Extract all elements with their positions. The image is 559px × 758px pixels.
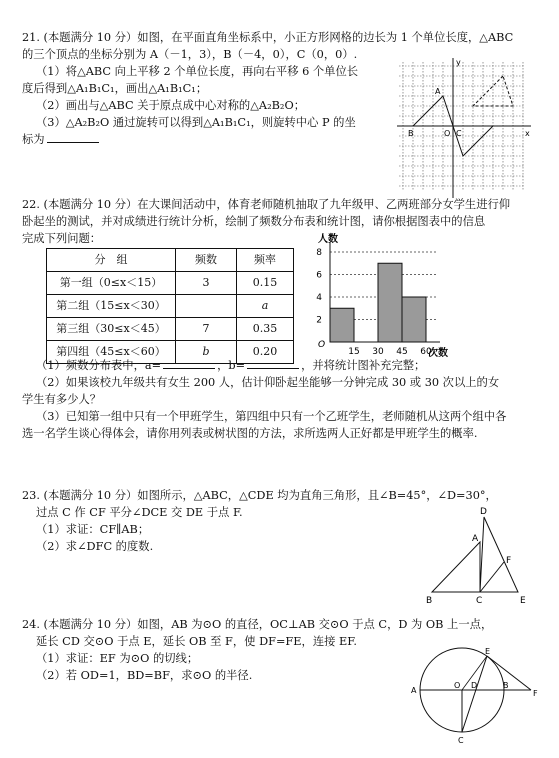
histogram-chart [308, 232, 458, 357]
hist-y-tick-label: 8 [316, 248, 322, 258]
q22-part-1-text-b: ，b= [217, 359, 246, 372]
table-header-row [47, 249, 294, 272]
q24-label-o: O [454, 681, 461, 690]
q23-segment-cf [480, 562, 504, 592]
table-cell: 第四组（45≤x＜60） [47, 341, 176, 364]
q22-line-3: 完成下列问题： [22, 231, 102, 245]
hist-x-tick-label: 45 [396, 347, 408, 357]
q22-line-1: 22. (本题满分 10 分）在大课间活动中，体育老师随机抽取了九年级甲、乙两班部分女学生进行仰 [22, 198, 511, 211]
q22-part-3: （3）已知第一组中只有一个甲班学生，第四组中只有一个乙班学生，老师随机从这两个组中各 [36, 409, 507, 423]
q21-answer-prompt: 标为 [22, 132, 45, 146]
q22-blank-b[interactable] [247, 367, 299, 369]
table-row [47, 295, 294, 318]
q24-line-3: （1）求证：EF 为⊙O 的切线； [36, 651, 199, 665]
q23-figure [420, 505, 535, 605]
q21-grid-figure [395, 56, 535, 198]
table-header: 分 组 [47, 249, 176, 272]
q22-line-2: 卧起坐的测试，并对成绩进行统计分析，绘制了频数分布表和统计图，请你根据图表中的信息 [22, 214, 486, 228]
q21-answer-blank[interactable] [47, 141, 99, 143]
q24-label-b: B [503, 681, 509, 690]
table-row [47, 272, 294, 295]
q24-line-4: （2）若 OD=1，BD=BF，求⊙O 的半径. [36, 668, 253, 682]
q21-label-x: x [525, 129, 530, 138]
hist-x-tick-label: 60 [420, 347, 432, 357]
hist-y-tick-label: 6 [316, 270, 322, 281]
hist-x-tick-label: 15 [348, 347, 360, 357]
table-cell: 第三组（30≤x＜45） [47, 318, 176, 341]
q23-triangle-abc [432, 542, 480, 592]
table-cell: 0.35 [237, 318, 294, 341]
q21-label-b: B [408, 129, 414, 138]
table-row [47, 318, 294, 341]
q23-label-a: A [472, 534, 479, 544]
q23-label-f: F [506, 556, 512, 566]
q22-part-3-cont: 选一名学生谈心得体会，请你用列表或树状图的方法，求所选两人正好都是甲班学生的概率. [22, 426, 478, 440]
table-cell: 第二组（15≤x＜30） [47, 295, 176, 318]
q23-label-b: B [426, 596, 433, 606]
q21-line-4: 度后得到△A₁B₁C₁，画出△A₁B₁C₁； [22, 81, 208, 95]
q23-line-3: （1）求证：CF∥AB； [36, 522, 150, 536]
q24-segment-ce [462, 656, 487, 732]
q21-line-2: 的三个顶点的坐标分别为 A（－1，3），B（－4，0），C（0，0）. [22, 47, 358, 61]
q24-label-f: F [533, 689, 538, 698]
q24-label-a: A [411, 686, 417, 695]
table-cell: 0.20 [237, 341, 294, 364]
q21-label-a: A [435, 87, 441, 96]
frequency-table [46, 248, 294, 364]
hist-x-tick-label: 30 [372, 347, 384, 357]
q24-label-e: E [485, 647, 491, 656]
q22-part-1-text-c: ，并将统计图补充完整； [301, 359, 426, 372]
hist-origin-label: O [318, 340, 326, 350]
q23-line-2: 过点 C 作 CF 平分∠DCE 交 DE 于点 F. [36, 505, 243, 519]
hist-y-tick-label: 2 [316, 315, 322, 326]
q22-part-2: （2）如果该校九年级共有女生 200 人，估计仰卧起坐能够一分钟完成 30 或 30 次以上的女 [36, 375, 500, 389]
q22-part-1 [22, 358, 506, 375]
q23-line-4: （2）求∠DFC 的度数. [36, 539, 154, 553]
hist-bar [378, 263, 402, 342]
q21-line-1: 21. (本题满分 10 分）如图，在平面直角坐标系中，小正方形网格的边长为 1 个单位长度，△ABC [22, 31, 514, 44]
q24-label-c: C [458, 736, 464, 745]
question-22-parts [22, 358, 506, 443]
q22-part-1-text: （1）频数分布表中，a= [36, 359, 162, 372]
q24-label-d: D [471, 681, 478, 690]
q24-line-2: 延长 CD 交⊙O 于点 E，延长 OB 至 F，使 DF=FE，连接 EF. [36, 634, 357, 648]
q21-label-y: y [456, 58, 461, 67]
hist-bar [402, 297, 426, 342]
q23-triangle-cde [480, 517, 518, 592]
table-header: 频率 [237, 249, 294, 272]
hist-y-label: 人数 [318, 234, 338, 245]
q23-line-1: 23. (本题满分 10 分）如图所示，△ABC，△CDE 均为直角三角形，且∠B=45°，∠D=30°， [22, 489, 497, 502]
q21-line-6: （3）△A₂B₂O 通过旋转可以得到△A₁B₁C₁，则旋转中心 P 的坐 [36, 115, 356, 129]
hist-bar [330, 308, 354, 342]
table-cell: a [237, 295, 294, 318]
q21-line-3: （1）将△ABC 向上平移 2 个单位长度，再向右平移 6 个单位长 [36, 64, 359, 78]
q24-segment-ef [487, 656, 531, 690]
hist-x-label: 次数 [428, 348, 448, 359]
q22-blank-a[interactable] [163, 367, 215, 369]
q24-figure [405, 646, 555, 746]
q24-line-1: 24. (本题满分 10 分）如图，AB 为⊙O 的直径，OC⊥AB 交⊙O 于点 C，D 为 OB 上一点， [22, 618, 493, 631]
hist-y-tick-label: 4 [316, 293, 322, 303]
q21-label-c: C [456, 129, 462, 138]
q21-line-5: （2）画出与△ABC 关于原点成中心对称的△A₂B₂O； [36, 98, 305, 112]
table-header: 频数 [176, 249, 237, 272]
q22-part-2-cont: 学生有多少人？ [22, 392, 102, 406]
table-cell: 第一组（0≤x＜15） [47, 272, 176, 295]
table-cell: 3 [176, 272, 237, 295]
table-cell: b [176, 341, 237, 364]
q23-label-e: E [520, 596, 526, 606]
table-cell: 7 [176, 318, 237, 341]
table-cell: 0.15 [237, 272, 294, 295]
q21-label-o: O [444, 129, 451, 138]
q23-label-d: D [480, 507, 487, 517]
table-cell [176, 295, 237, 318]
q23-label-c: C [476, 596, 483, 606]
